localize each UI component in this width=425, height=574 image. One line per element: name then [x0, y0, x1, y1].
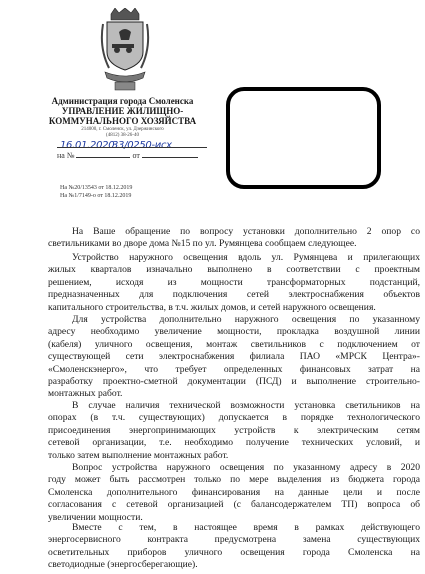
text-line: согласования с сетевой организацией (с балансодержателем ТП) вопроса об — [48, 499, 420, 511]
text-line: Вместе с тем, в настоящее время в рамках действующего — [72, 522, 420, 533]
coat-of-arms-icon — [99, 8, 151, 96]
text-line: Устройство наружного освещения вдоль ул. Румянцева и прилегающих — [72, 252, 420, 263]
paragraph-6 — [48, 522, 420, 572]
text-line: «Смоленскэнерго», что требует определенных финансовых затрат на — [48, 363, 420, 375]
date-blank — [142, 150, 198, 158]
text-line: существующей сети электроснабжения филиала ПАО «МРСК Центра»- — [48, 351, 420, 363]
text-line: монтажных работ. — [48, 388, 123, 400]
text-line: решением, исходя из мощности трансформаторных подстанций, — [48, 276, 420, 288]
paragraph-5 — [48, 462, 420, 524]
text-line: (кабеля) уличного освещения, монтаж светильников с подключением от — [48, 338, 420, 350]
paragraph-1 — [48, 226, 420, 251]
text-line: Смоленска дополнительного финансирования на данные цели и после — [48, 486, 420, 498]
text-line: Для устройства дополнительно наружного освещения по указанному — [72, 314, 420, 325]
text-line: светильниками во дворе дома №15 по ул. Румянцева сообщаем следующее. — [48, 238, 357, 250]
text-line: адресу необходимо увеличение мощности, прокладка воздушной линии — [48, 326, 420, 338]
redacted-recipient-box — [226, 87, 381, 189]
department-line: КОММУНАЛЬНОГО ХОЗЯЙСТВА — [48, 116, 197, 126]
text-line: капитального строительства, в т.ч. жилых домов, и сетей наружного освещения. — [48, 301, 376, 313]
text-line: опорах (в т.ч. существующих) допускается в порядке технологического — [48, 412, 420, 424]
paragraph-2 — [48, 252, 420, 314]
text-line: сетевой организации, т.е. необходимо получение технических условий, и — [48, 437, 420, 449]
text-line: году может быть рассмотрен только по мере выделения из бюджета города — [48, 474, 420, 486]
from-label: от — [132, 151, 140, 160]
text-line: светодиодные (энергосберегающие). — [48, 559, 198, 571]
paragraph-3 — [48, 314, 420, 401]
text-line: предназначенных для подключения сетей электроснабжения объектов — [48, 289, 420, 301]
text-line: осветительных приборов уличного освещения города Смоленска на — [48, 546, 420, 558]
reference-1: На №20/13543 от 18.12.2019 — [60, 185, 133, 191]
outgoing-date: 16.01.2020 — [60, 140, 115, 151]
text-line: только затем выполнение монтажных работ. — [48, 449, 229, 461]
paragraph-4 — [48, 400, 420, 462]
number-label: на № — [57, 151, 75, 160]
text-line: В случае наличия технической возможности установка светильников на — [72, 400, 420, 411]
text-line: Вопрос устройства наружного освещения по указанному адресу в 2020 — [72, 462, 420, 473]
date-underline — [57, 147, 207, 148]
address-line: (4812) 38-26-40 — [106, 133, 139, 138]
address-line: 214000, г. Смоленск, ул. Дзержинского — [81, 127, 164, 132]
reference-number-line — [57, 150, 207, 160]
text-line: увеличении мощности. — [48, 511, 143, 523]
text-line: присоединения энергопринимающих устройств к электрическим сетям — [48, 424, 420, 436]
text-line: жилых кварталов изначально выполнено в соответствии с проектным — [48, 264, 420, 276]
reference-2: На №1/7149-о от 18.12.2019 — [60, 193, 132, 199]
number-blank — [76, 150, 130, 158]
department-line: УПРАВЛЕНИЕ ЖИЛИЩНО- — [61, 106, 184, 116]
outgoing-number: 33/0250-исх — [112, 140, 172, 151]
admin-name: Администрация города Смоленска — [51, 96, 194, 106]
department-name — [40, 106, 205, 126]
text-line: разработку проектно-сметной документации (ПСД) и выполнение строительно- — [48, 376, 420, 388]
department-address — [40, 127, 205, 139]
text-line: На Ваше обращение по вопросу установки дополнительно 2 опор со — [72, 226, 420, 237]
text-line: энергосервисного контракта предусмотрена замена существующих — [48, 534, 420, 546]
